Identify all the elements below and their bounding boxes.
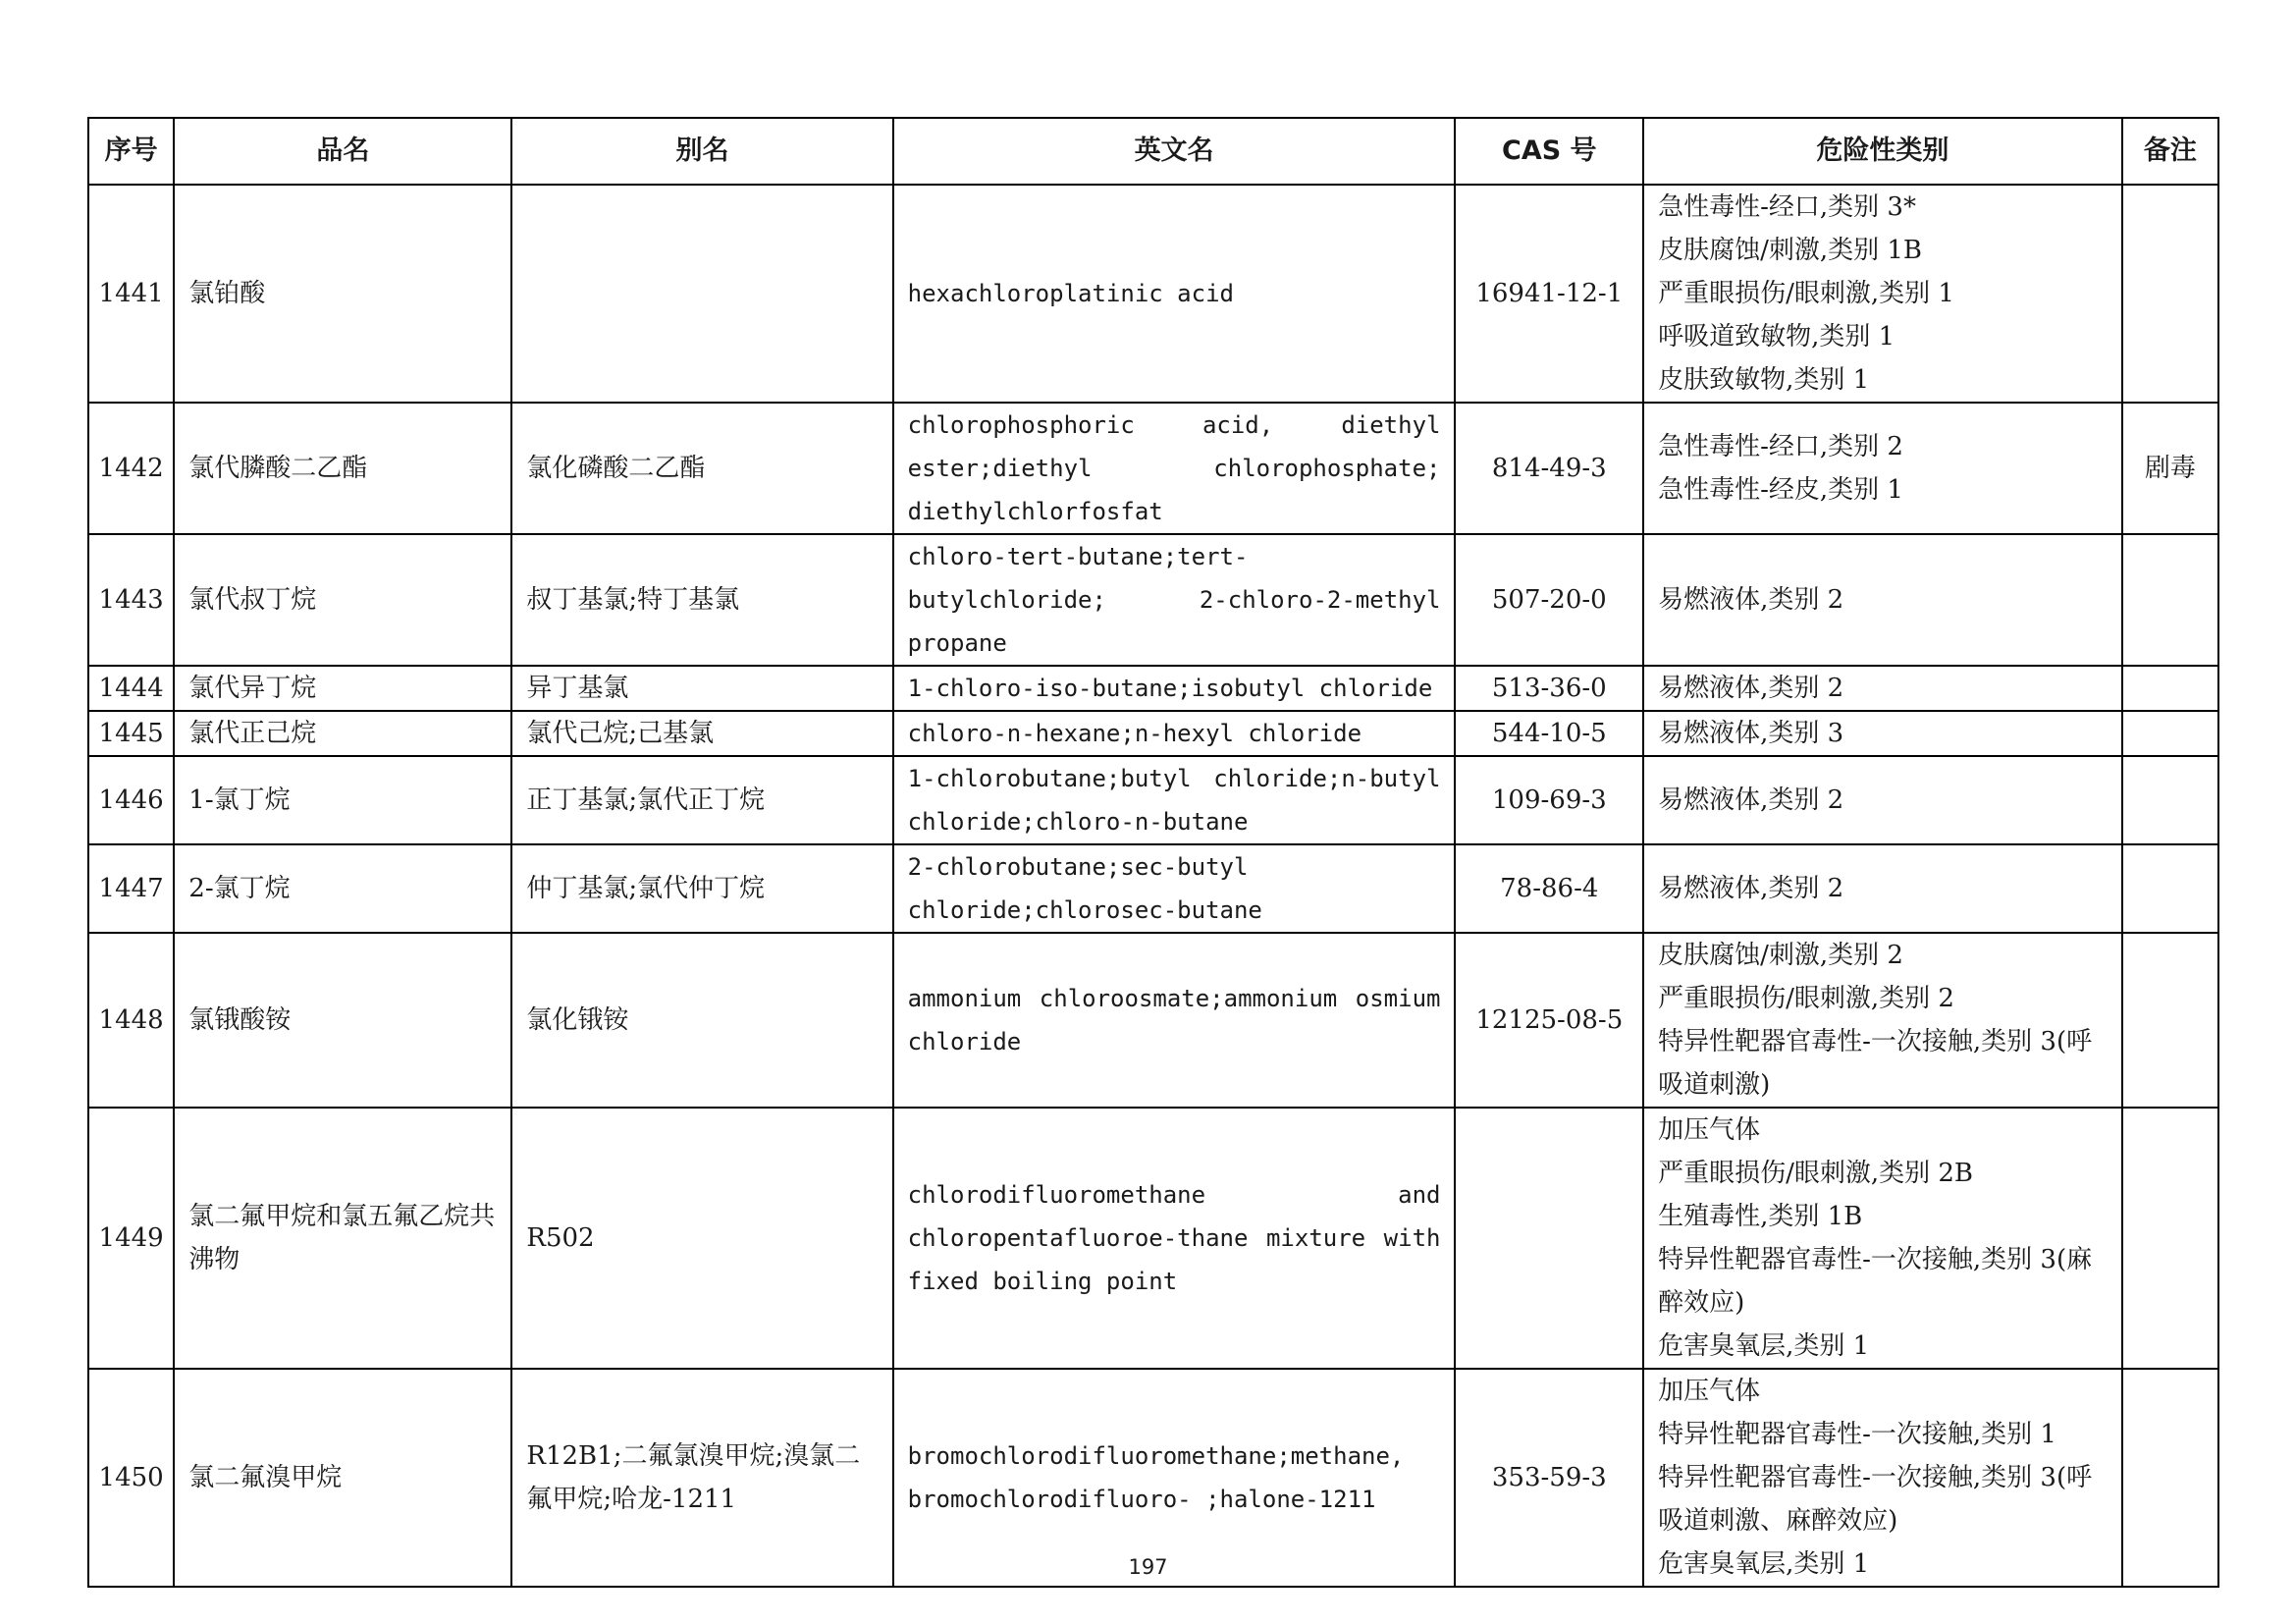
hazard-line: 加压气体: [1658, 1115, 1761, 1145]
table-row: [88, 711, 2218, 756]
hazard-line: 严重眼损伤/眼刺激,类别 1: [1658, 279, 1954, 308]
alias-cell: 氯化锇铵: [511, 933, 892, 1108]
table-header-row: [88, 118, 2218, 185]
hazard-line: 皮肤腐蚀/刺激,类别 1B: [1658, 236, 1923, 265]
product-name-cell: 氯代膦酸二乙酯: [174, 403, 511, 534]
alias-cell: 异丁基氯: [511, 666, 892, 711]
header-product-name: 品名: [174, 118, 511, 185]
cas-number-cell: 814-49-3: [1455, 403, 1643, 534]
cas-number-cell: 12125-08-5: [1455, 933, 1643, 1108]
hazard-category-cell: [1643, 711, 2122, 756]
hazard-line: 急性毒性-经皮,类别 1: [1658, 475, 1903, 505]
table-row: [88, 403, 2218, 534]
serial-number-cell: 1444: [88, 666, 174, 711]
serial-number-cell: 1448: [88, 933, 174, 1108]
alias-cell: 正丁基氯;氯代正丁烷: [511, 756, 892, 844]
serial-number-cell: 1447: [88, 844, 174, 933]
serial-number-cell: 1441: [88, 185, 174, 403]
header-english-name: 英文名: [893, 118, 1456, 185]
product-name-cell: 氯代正己烷: [174, 711, 511, 756]
hazard-line: 严重眼损伤/眼刺激,类别 2: [1658, 984, 1954, 1013]
hazard-category-cell: [1643, 933, 2122, 1108]
hazard-category-cell: [1643, 185, 2122, 403]
cas-number-cell: [1455, 1108, 1643, 1369]
product-name-cell: 氯代叔丁烷: [174, 534, 511, 666]
hazard-line: 生殖毒性,类别 1B: [1658, 1202, 1863, 1231]
remarks-cell: [2122, 185, 2218, 403]
alias-cell: 叔丁基氯;特丁基氯: [511, 534, 892, 666]
product-name-cell: 氯铂酸: [174, 185, 511, 403]
hazard-line: 呼吸道致敏物,类别 1: [1658, 322, 1896, 352]
table-row: [88, 534, 2218, 666]
hazard-line: 特异性靶器官毒性-一次接触,类别 3(麻醉效应): [1658, 1245, 2093, 1318]
product-name-cell: 氯代异丁烷: [174, 666, 511, 711]
english-name-cell: 2-chlorobutane;sec-butyl chloride;chlorosec-butane: [893, 844, 1456, 933]
product-name-cell: 氯锇酸铵: [174, 933, 511, 1108]
hazard-line: 特异性靶器官毒性-一次接触,类别 3(呼吸道刺激、麻醉效应): [1658, 1463, 2093, 1536]
header-serial-number: 序号: [88, 118, 174, 185]
cas-number-cell: 16941-12-1: [1455, 185, 1643, 403]
cas-number-cell: 353-59-3: [1455, 1369, 1643, 1587]
alias-cell: 氯代己烷;己基氯: [511, 711, 892, 756]
english-name-cell: 1-chloro-iso-butane;isobutyl chloride: [893, 666, 1456, 711]
remarks-cell: [2122, 666, 2218, 711]
table-row: [88, 185, 2218, 403]
remarks-cell: [2122, 933, 2218, 1108]
english-name-cell: chloro-tert-butane;tert-butylchloride; 2-chloro-2-methyl propane: [893, 534, 1456, 666]
hazard-category-cell: [1643, 844, 2122, 933]
alias-cell: [511, 185, 892, 403]
product-name-cell: 氯二氟溴甲烷: [174, 1369, 511, 1587]
header-cas-number: CAS 号: [1455, 118, 1643, 185]
serial-number-cell: 1446: [88, 756, 174, 844]
hazard-category-cell: [1643, 1108, 2122, 1369]
remarks-cell: [2122, 756, 2218, 844]
cas-number-cell: 513-36-0: [1455, 666, 1643, 711]
product-name-cell: 氯二氟甲烷和氯五氟乙烷共沸物: [174, 1108, 511, 1369]
english-name-cell: bromochlorodifluoromethane;methane, bromochlorodifluoro- ;halone-1211: [893, 1369, 1456, 1587]
hazard-line: 急性毒性-经口,类别 3*: [1658, 192, 1916, 222]
hazard-line: 易燃液体,类别 3: [1658, 719, 1844, 748]
remarks-cell: [2122, 844, 2218, 933]
hazard-category-cell: [1643, 403, 2122, 534]
remarks-cell: [2122, 711, 2218, 756]
header-remarks: 备注: [2122, 118, 2218, 185]
table-row: [88, 844, 2218, 933]
table-row: [88, 666, 2218, 711]
alias-cell: 氯化磷酸二乙酯: [511, 403, 892, 534]
product-name-cell: 1-氯丁烷: [174, 756, 511, 844]
hazard-line: 特异性靶器官毒性-一次接触,类别 3(呼吸道刺激): [1658, 1027, 2093, 1100]
english-name-cell: chlorophosphoric acid, diethyl ester;diethyl chlorophosphate; diethylchlorfosfat: [893, 403, 1456, 534]
alias-cell: R12B1;二氟氯溴甲烷;溴氯二氟甲烷;哈龙-1211: [511, 1369, 892, 1587]
hazard-line: 加压气体: [1658, 1377, 1761, 1406]
cas-number-cell: 78-86-4: [1455, 844, 1643, 933]
hazard-line: 皮肤腐蚀/刺激,类别 2: [1658, 941, 1903, 970]
hazard-category-cell: [1643, 534, 2122, 666]
hazard-line: 严重眼损伤/眼刺激,类别 2B: [1658, 1159, 1974, 1188]
serial-number-cell: 1443: [88, 534, 174, 666]
table-row: [88, 756, 2218, 844]
table-row: [88, 933, 2218, 1108]
hazard-line: 易燃液体,类别 2: [1658, 874, 1844, 903]
hazard-line: 危害臭氧层,类别 1: [1658, 1549, 1870, 1579]
hazard-line: 皮肤致敏物,类别 1: [1658, 365, 1870, 395]
cas-number-cell: 544-10-5: [1455, 711, 1643, 756]
english-name-cell: ammonium chloroosmate;ammonium osmium chloride: [893, 933, 1456, 1108]
english-name-cell: chlorodifluoromethane and chloropentafluoroe-thane mixture with fixed boiling point: [893, 1108, 1456, 1369]
header-hazard-category: 危险性类别: [1643, 118, 2122, 185]
serial-number-cell: 1449: [88, 1108, 174, 1369]
hazard-line: 易燃液体,类别 2: [1658, 585, 1844, 615]
product-name-cell: 2-氯丁烷: [174, 844, 511, 933]
english-name-cell: 1-chlorobutane;butyl chloride;n-butyl chloride;chloro-n-butane: [893, 756, 1456, 844]
remarks-cell: [2122, 1108, 2218, 1369]
table-row: [88, 1108, 2218, 1369]
cas-number-cell: 507-20-0: [1455, 534, 1643, 666]
hazard-category-cell: [1643, 666, 2122, 711]
hazardous-chemicals-table: [87, 117, 2219, 1588]
hazard-line: 特异性靶器官毒性-一次接触,类别 1: [1658, 1420, 2056, 1449]
alias-cell: R502: [511, 1108, 892, 1369]
remarks-cell: [2122, 534, 2218, 666]
hazard-line: 急性毒性-经口,类别 2: [1658, 432, 1903, 461]
remarks-cell: 剧毒: [2122, 403, 2218, 534]
serial-number-cell: 1445: [88, 711, 174, 756]
hazard-line: 易燃液体,类别 2: [1658, 785, 1844, 815]
header-alias: 别名: [511, 118, 892, 185]
english-name-cell: hexachloroplatinic acid: [893, 185, 1456, 403]
alias-cell: 仲丁基氯;氯代仲丁烷: [511, 844, 892, 933]
serial-number-cell: 1442: [88, 403, 174, 534]
hazard-category-cell: [1643, 756, 2122, 844]
hazard-line: 危害臭氧层,类别 1: [1658, 1331, 1870, 1361]
cas-number-cell: 109-69-3: [1455, 756, 1643, 844]
page-number: 197: [1128, 1555, 1168, 1579]
english-name-cell: chloro-n-hexane;n-hexyl chloride: [893, 711, 1456, 756]
table-body: [88, 185, 2218, 1587]
serial-number-cell: 1450: [88, 1369, 174, 1587]
hazard-line: 易燃液体,类别 2: [1658, 674, 1844, 703]
